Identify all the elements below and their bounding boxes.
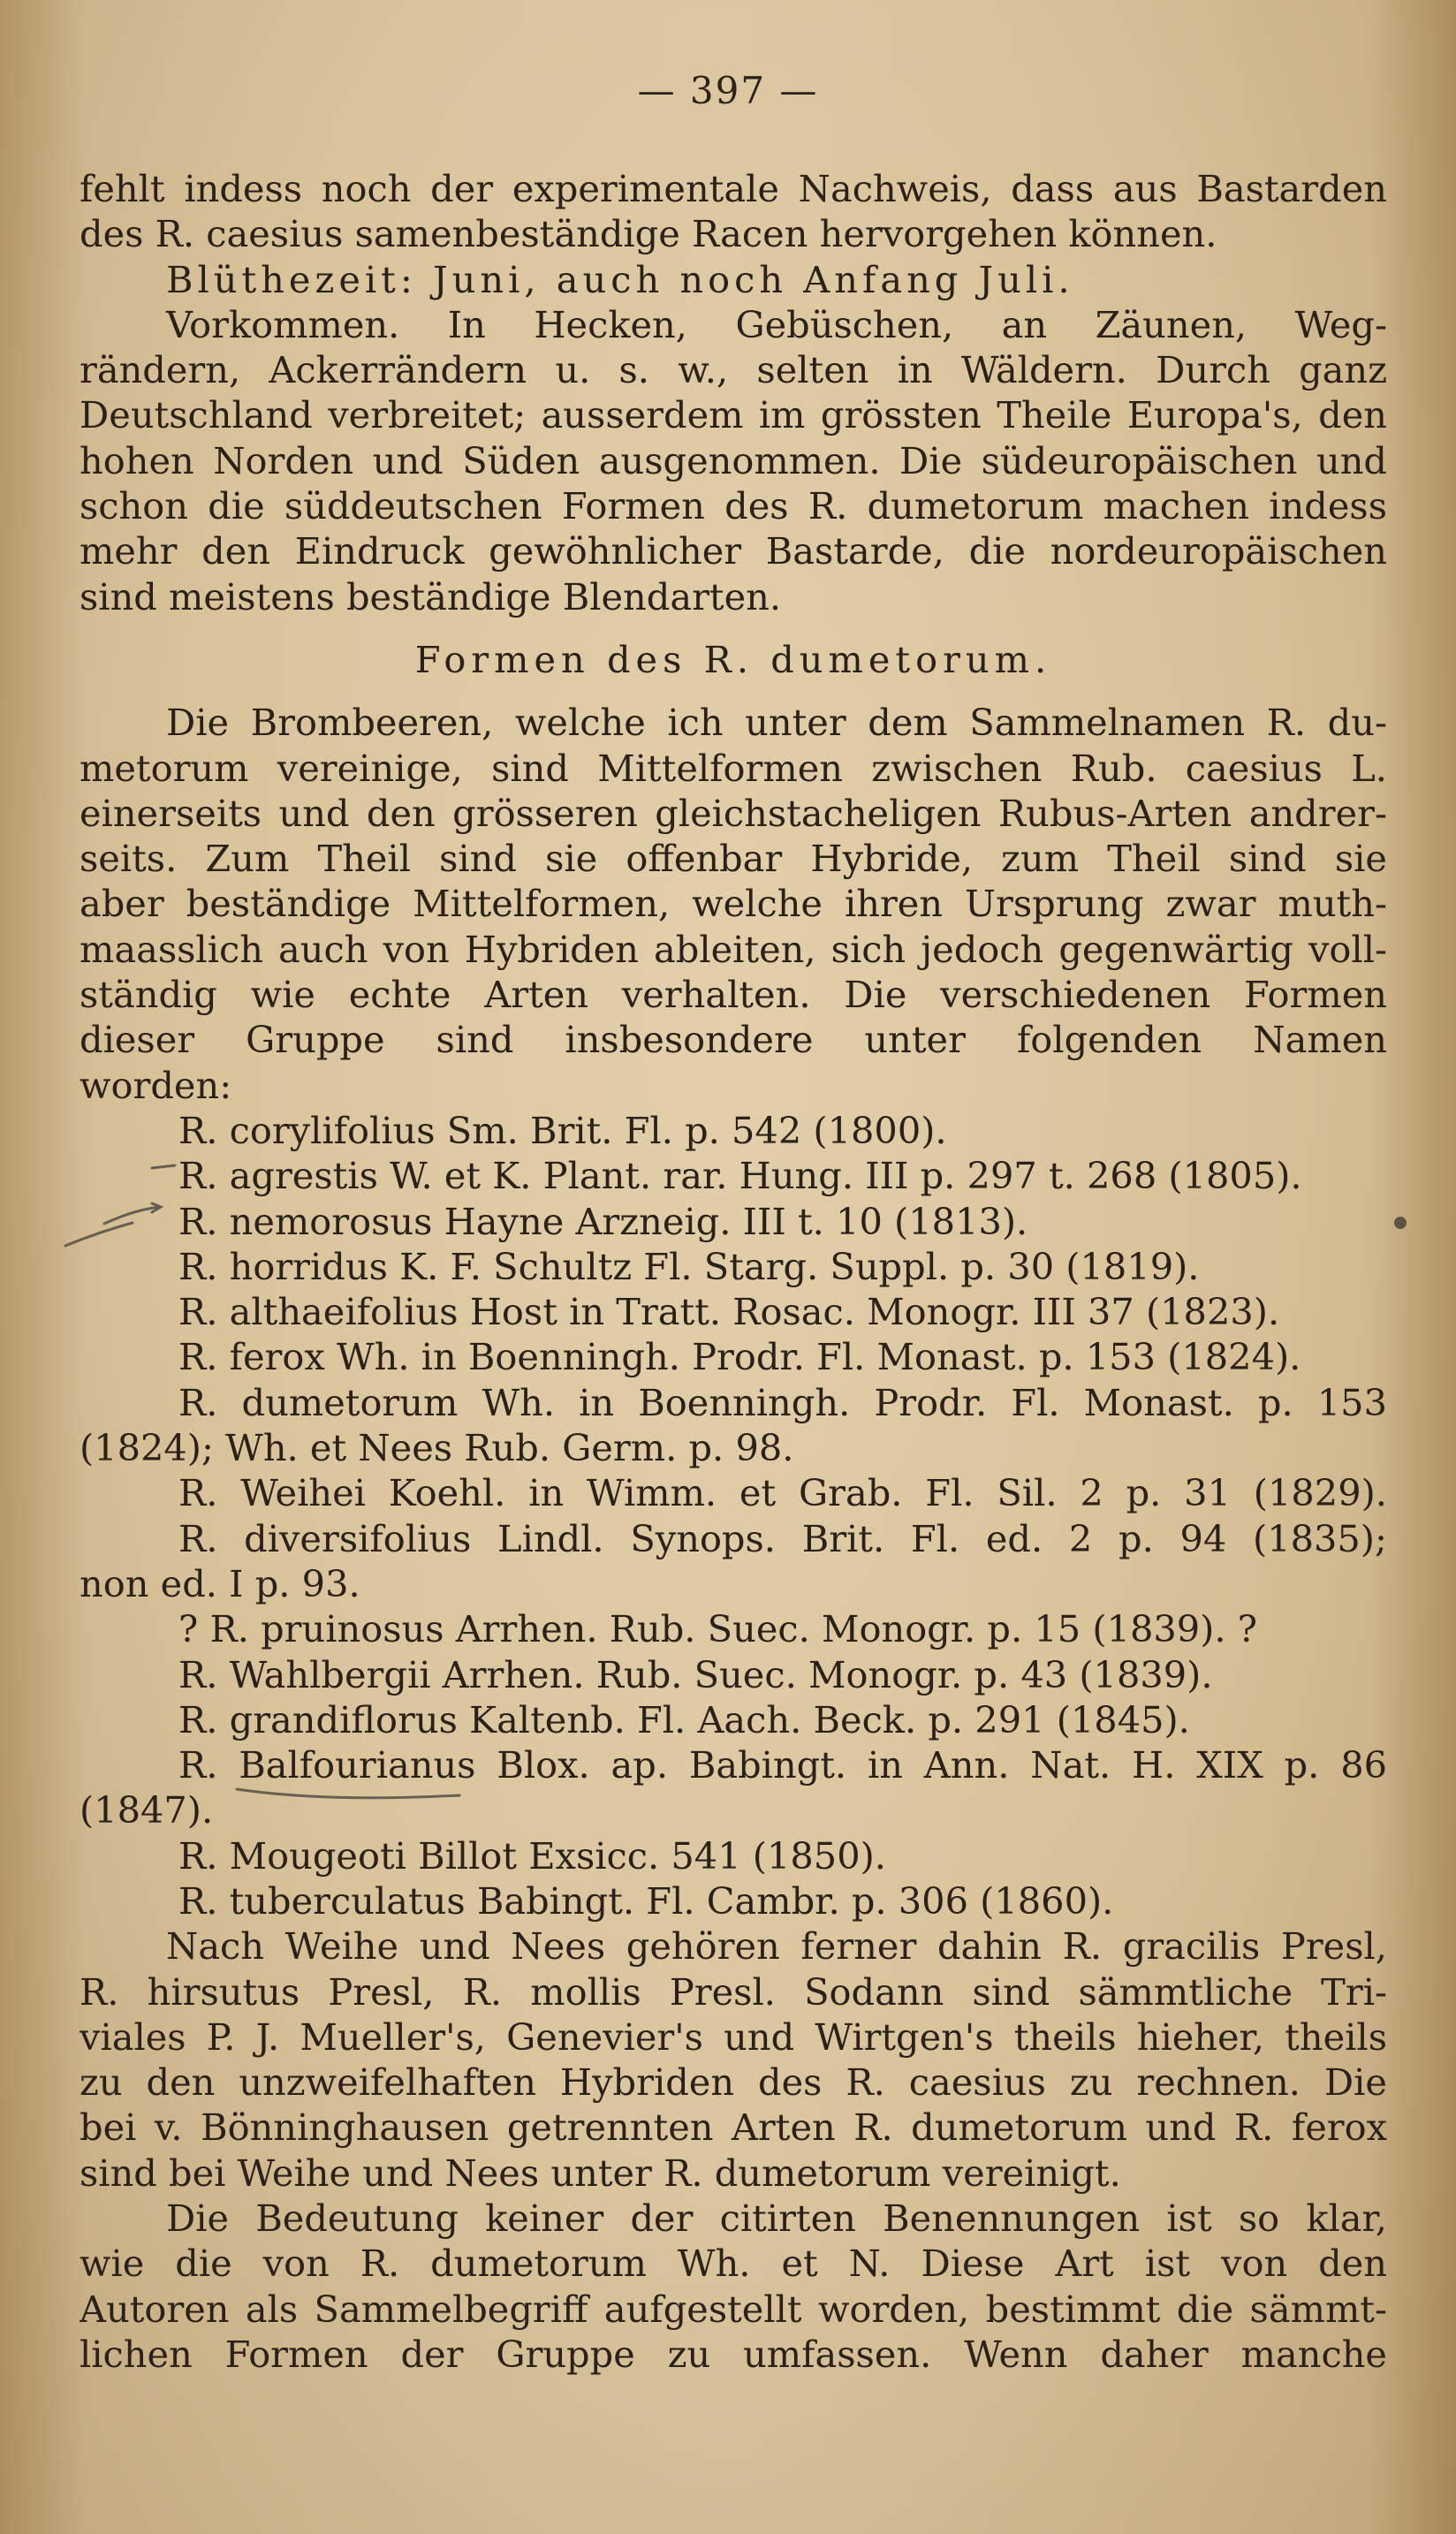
page-number: — 397 — [637, 69, 819, 112]
reference-entry: R. horridus K. F. Schultz Fl. Starg. Suppl. p. 30 (1819). [178, 1244, 1200, 1288]
text-line: zu den unzweifelhaften Hybriden des R. caesius zu rechnen. Die [80, 2060, 1387, 2105]
text-line: Autoren als Sammelbegriff aufgestellt worden, bestimmt die sämmt- [80, 2287, 1387, 2331]
text-line: lichen Formen der Gruppe zu umfassen. Wenn daher manche [80, 2332, 1387, 2376]
text-line: dieser Gruppe sind insbesondere unter folgenden Namen [80, 1018, 1387, 1062]
text-line: aber beständige Mittelformen, welche ihren Ursprung zwar muth- [80, 882, 1387, 926]
reference-entry: R. corylifolius Sm. Brit. Fl. p. 542 (1800). [178, 1108, 947, 1152]
text-line: seits. Zum Theil sind sie offenbar Hybride, zum Theil sind sie [80, 837, 1387, 881]
text-line: ständig wie echte Arten verhalten. Die verschiedenen Formen [80, 973, 1387, 1017]
reference-entry: R. grandiflorus Kaltenb. Fl. Aach. Beck. p. 291 (1845). [178, 1697, 1190, 1741]
text-line: des R. caesius samenbeständige Racen hervorgehen können. [80, 212, 1217, 256]
reference-entry: R. Wahlbergii Arrhen. Rub. Suec. Monogr. p. 43 (1839). [178, 1652, 1213, 1696]
reference-entry: R. tuberculatus Babingt. Fl. Cambr. p. 306 (1860). [178, 1878, 1114, 1923]
text-line: rändern, Ackerrändern u. s. w., selten in Wäldern. Durch ganz [80, 348, 1387, 392]
reference-entry: ? R. pruinosus Arrhen. Rub. Suec. Monogr. p. 15 (1839). ? [178, 1607, 1258, 1651]
reference-entry: R. nemorosus Hayne Arzneig. III t. 10 (1813). [178, 1199, 1028, 1243]
text-line: Nach Weihe und Nees gehören ferner dahin R. gracilis Presl, [166, 1924, 1387, 1969]
reference-entry: R. ferox Wh. in Boenningh. Prodr. Fl. Monast. p. 153 (1824). [178, 1335, 1301, 1379]
text-line: einerseits und den grösseren gleichstacheligen Rubus-Arten andrer- [80, 791, 1387, 835]
reference-entry: R. althaeifolius Host in Tratt. Rosac. Monogr. III 37 (1823). [178, 1290, 1280, 1334]
text-line: Die Bedeutung keiner der citirten Benennungen ist so klar, [166, 2196, 1387, 2241]
text-line: maasslich auch von Hybriden ableiten, sich jedoch gegenwärtig voll- [80, 927, 1387, 971]
text-line: Deutschland verbreitet; ausserdem im grössten Theile Europa's, den [80, 393, 1387, 437]
text-line: sind bei Weihe und Nees unter R. dumetorum vereinigt. [80, 2151, 1121, 2195]
text-line: bei v. Bönninghausen getrennten Arten R. dumetorum und R. ferox [80, 2105, 1387, 2150]
text-line: viales P. J. Mueller's, Genevier's und Wirtgen's theils hieher, theils [80, 2014, 1387, 2059]
body-text [80, 166, 1387, 2377]
text-line: sind meistens beständige Blendarten. [80, 574, 782, 618]
text-line: hohen Norden und Süden ausgenommen. Die südeuropäischen und [80, 438, 1387, 482]
text-line: Blüthezeit: Juni, auch noch Anfang Juli. [166, 257, 1074, 301]
text-line: metorum vereinige, sind Mittelformen zwischen Rub. caesius L. [80, 746, 1387, 790]
text-line: Vorkommen. In Hecken, Gebüschen, an Zäunen, Weg- [166, 302, 1387, 346]
reference-entry: (1824); Wh. et Nees Rub. Germ. p. 98. [80, 1426, 794, 1470]
reference-entry: R. Balfourianus Blox. ap. Babingt. in Ann. Nat. H. XIX p. 86 [178, 1743, 1387, 1787]
reference-entry: (1847). [80, 1788, 214, 1832]
section-heading: Formen des R. dumetorum. [414, 637, 1052, 681]
reference-entry: R. Mougeoti Billot Exsicc. 541 (1850). [178, 1833, 886, 1878]
text-line: R. hirsutus Presl, R. mollis Presl. Sodann sind sämmtliche Tri- [80, 1969, 1387, 2014]
reference-entry: R. dumetorum Wh. in Boenningh. Prodr. Fl. Monast. p. 153 [178, 1380, 1387, 1424]
text-line: mehr den Eindruck gewöhnlicher Bastarde, die nordeuropäischen [80, 529, 1387, 573]
text-line: Die Brombeeren, welche ich unter dem Sammelnamen R. du- [166, 701, 1387, 745]
reference-entry: non ed. I p. 93. [80, 1561, 360, 1605]
reference-entry: R. diversifolius Lindl. Synops. Brit. Fl. ed. 2 p. 94 (1835); [178, 1516, 1387, 1560]
text-line: wie die von R. dumetorum Wh. et N. Diese Art ist von den [80, 2242, 1387, 2286]
text-line: worden: [80, 1063, 232, 1107]
reference-entry: R. Weihei Koehl. in Wimm. et Grab. Fl. Sil. 2 p. 31 (1829). [178, 1471, 1387, 1515]
text-line: schon die süddeutschen Formen des R. dumetorum machen indess [80, 484, 1387, 528]
text-line: fehlt indess noch der experimentale Nachweis, dass aus Bastarden [80, 167, 1387, 210]
reference-entry: R. agrestis W. et K. Plant. rar. Hung. III p. 297 t. 268 (1805). [178, 1154, 1302, 1198]
